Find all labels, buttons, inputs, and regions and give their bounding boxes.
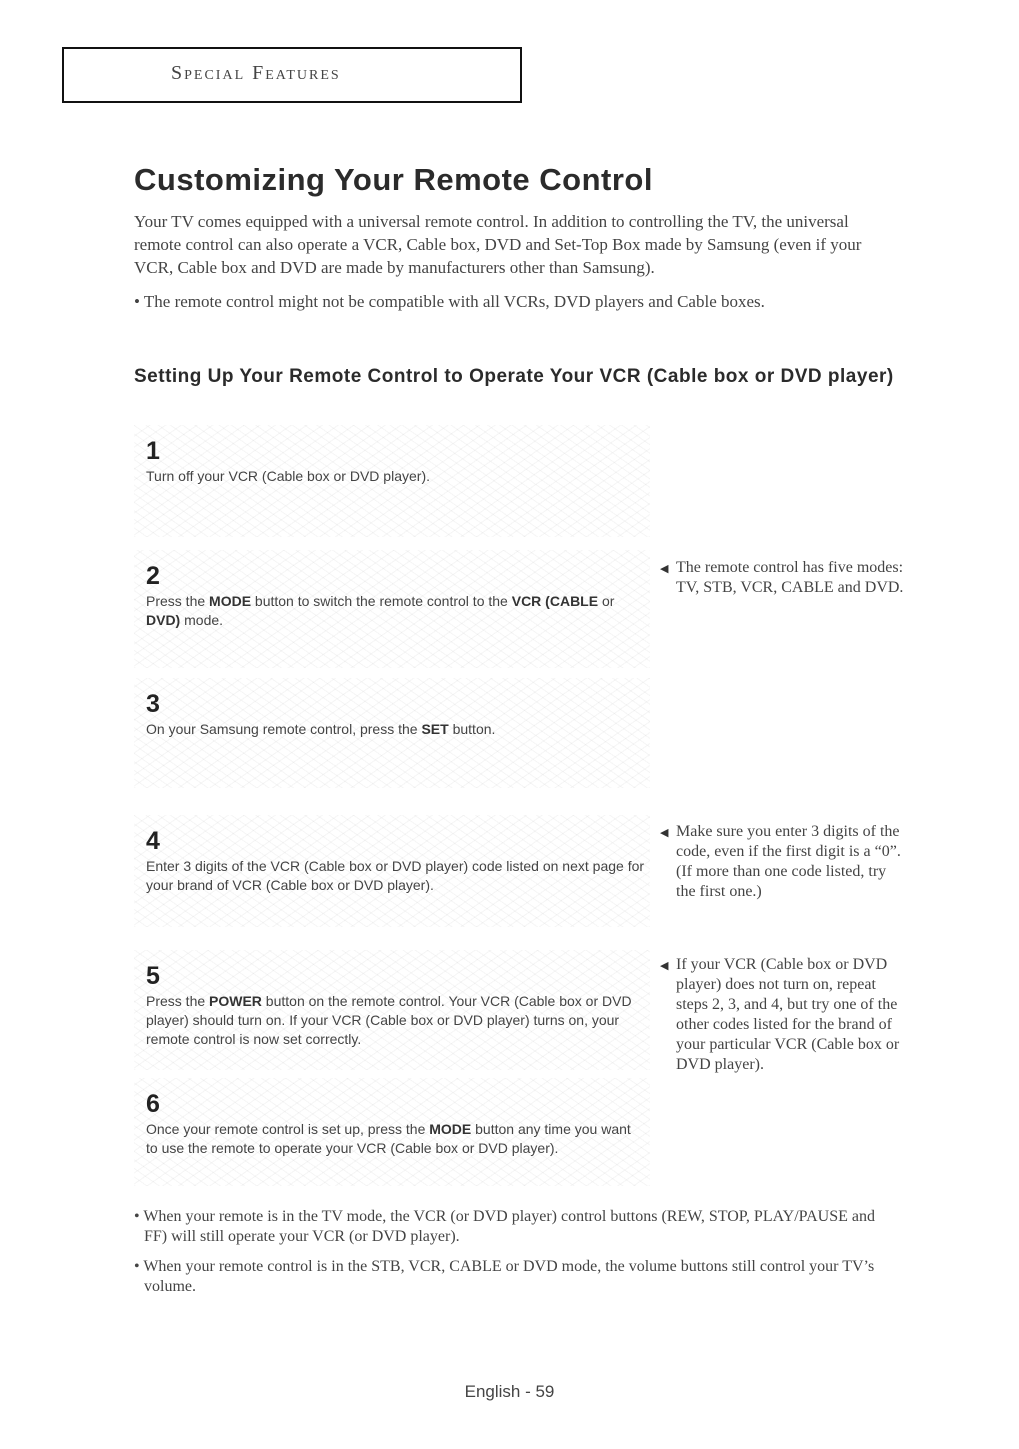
page-number: English - 59 bbox=[464, 1382, 555, 1401]
intro-paragraph: Your TV comes equipped with a universal remote control. In addition to controlling the TV, the universal remote control can also operate a VCR, Cable box, DVD and Set-Top Box made by Samsung (even if your VCR, Cable box and DVD are made by manufacturers other than Samsung). bbox=[134, 212, 862, 277]
side-note-retry: ◀ If your VCR (Cable box or DVD player) does not turn on, repeat steps 2, 3, and 4, but try one of the other codes listed for the brand of your particular VCR (Cable box or DVD player). bbox=[660, 956, 900, 1073]
step-text: Enter 3 digits of the VCR (Cable box or DVD player) code listed on next page for your brand of VCR (Cable box or DVD player). bbox=[146, 858, 645, 893]
step-4 bbox=[134, 815, 650, 927]
step-number: 4 bbox=[146, 827, 160, 855]
step-text: On your Samsung remote control, press the SET button. bbox=[146, 721, 496, 737]
bottom-notes bbox=[134, 1207, 894, 1307]
step-text: Once your remote control is set up, press the MODE button any time you want to use the remote to operate your VCR (Cable box or DVD player). bbox=[146, 1121, 631, 1156]
section-heading: Setting Up Your Remote Control to Operate Your VCR (Cable box or DVD player) bbox=[134, 366, 894, 387]
arrow-left-icon: ◀ bbox=[660, 827, 669, 839]
step-2 bbox=[134, 550, 650, 668]
step-number: 2 bbox=[146, 562, 160, 590]
bottom-note: • When your remote is in the TV mode, the VCR (or DVD player) control buttons (REW, STOP, PLAY/PAUSE and FF) will still operate your VCR (or DVD player). bbox=[134, 1208, 875, 1245]
step-number: 5 bbox=[146, 962, 160, 990]
compatibility-note: • The remote control might not be compatible with all VCRs, DVD players and Cable boxes. bbox=[134, 292, 765, 311]
step-3 bbox=[134, 678, 650, 788]
step-text: Press the POWER button on the remote control. Your VCR (Cable box or DVD player) should turn on. If your VCR (Cable box or DVD player) turns on, your remote control is now set correctly. bbox=[146, 993, 632, 1047]
step-number: 3 bbox=[146, 690, 160, 718]
step-6 bbox=[134, 1078, 650, 1186]
arrow-left-icon: ◀ bbox=[660, 960, 669, 972]
side-note-modes: ◀ The remote control has five modes: TV, STB, VCR, CABLE and DVD. bbox=[660, 559, 904, 596]
side-note-digits: ◀ Make sure you enter 3 digits of the code, even if the first digit is a “0”. (If more than one code listed, try the first one.) bbox=[660, 823, 901, 900]
bottom-note: • When your remote control is in the STB, VCR, CABLE or DVD mode, the volume buttons still control your TV’s volume. bbox=[134, 1258, 875, 1295]
step-5 bbox=[134, 950, 650, 1070]
step-number: 6 bbox=[146, 1090, 160, 1118]
step-1 bbox=[134, 425, 650, 537]
section-label: Special Features bbox=[171, 62, 341, 84]
section-header-box bbox=[62, 47, 522, 103]
step-text: Turn off your VCR (Cable box or DVD player). bbox=[146, 468, 430, 484]
arrow-left-icon: ◀ bbox=[660, 563, 669, 575]
step-number: 1 bbox=[146, 437, 160, 465]
page-title: Customizing Your Remote Control bbox=[134, 162, 653, 197]
step-text: Press the MODE button to switch the remote control to the VCR (CABLE or DVD) mode. bbox=[146, 593, 615, 628]
